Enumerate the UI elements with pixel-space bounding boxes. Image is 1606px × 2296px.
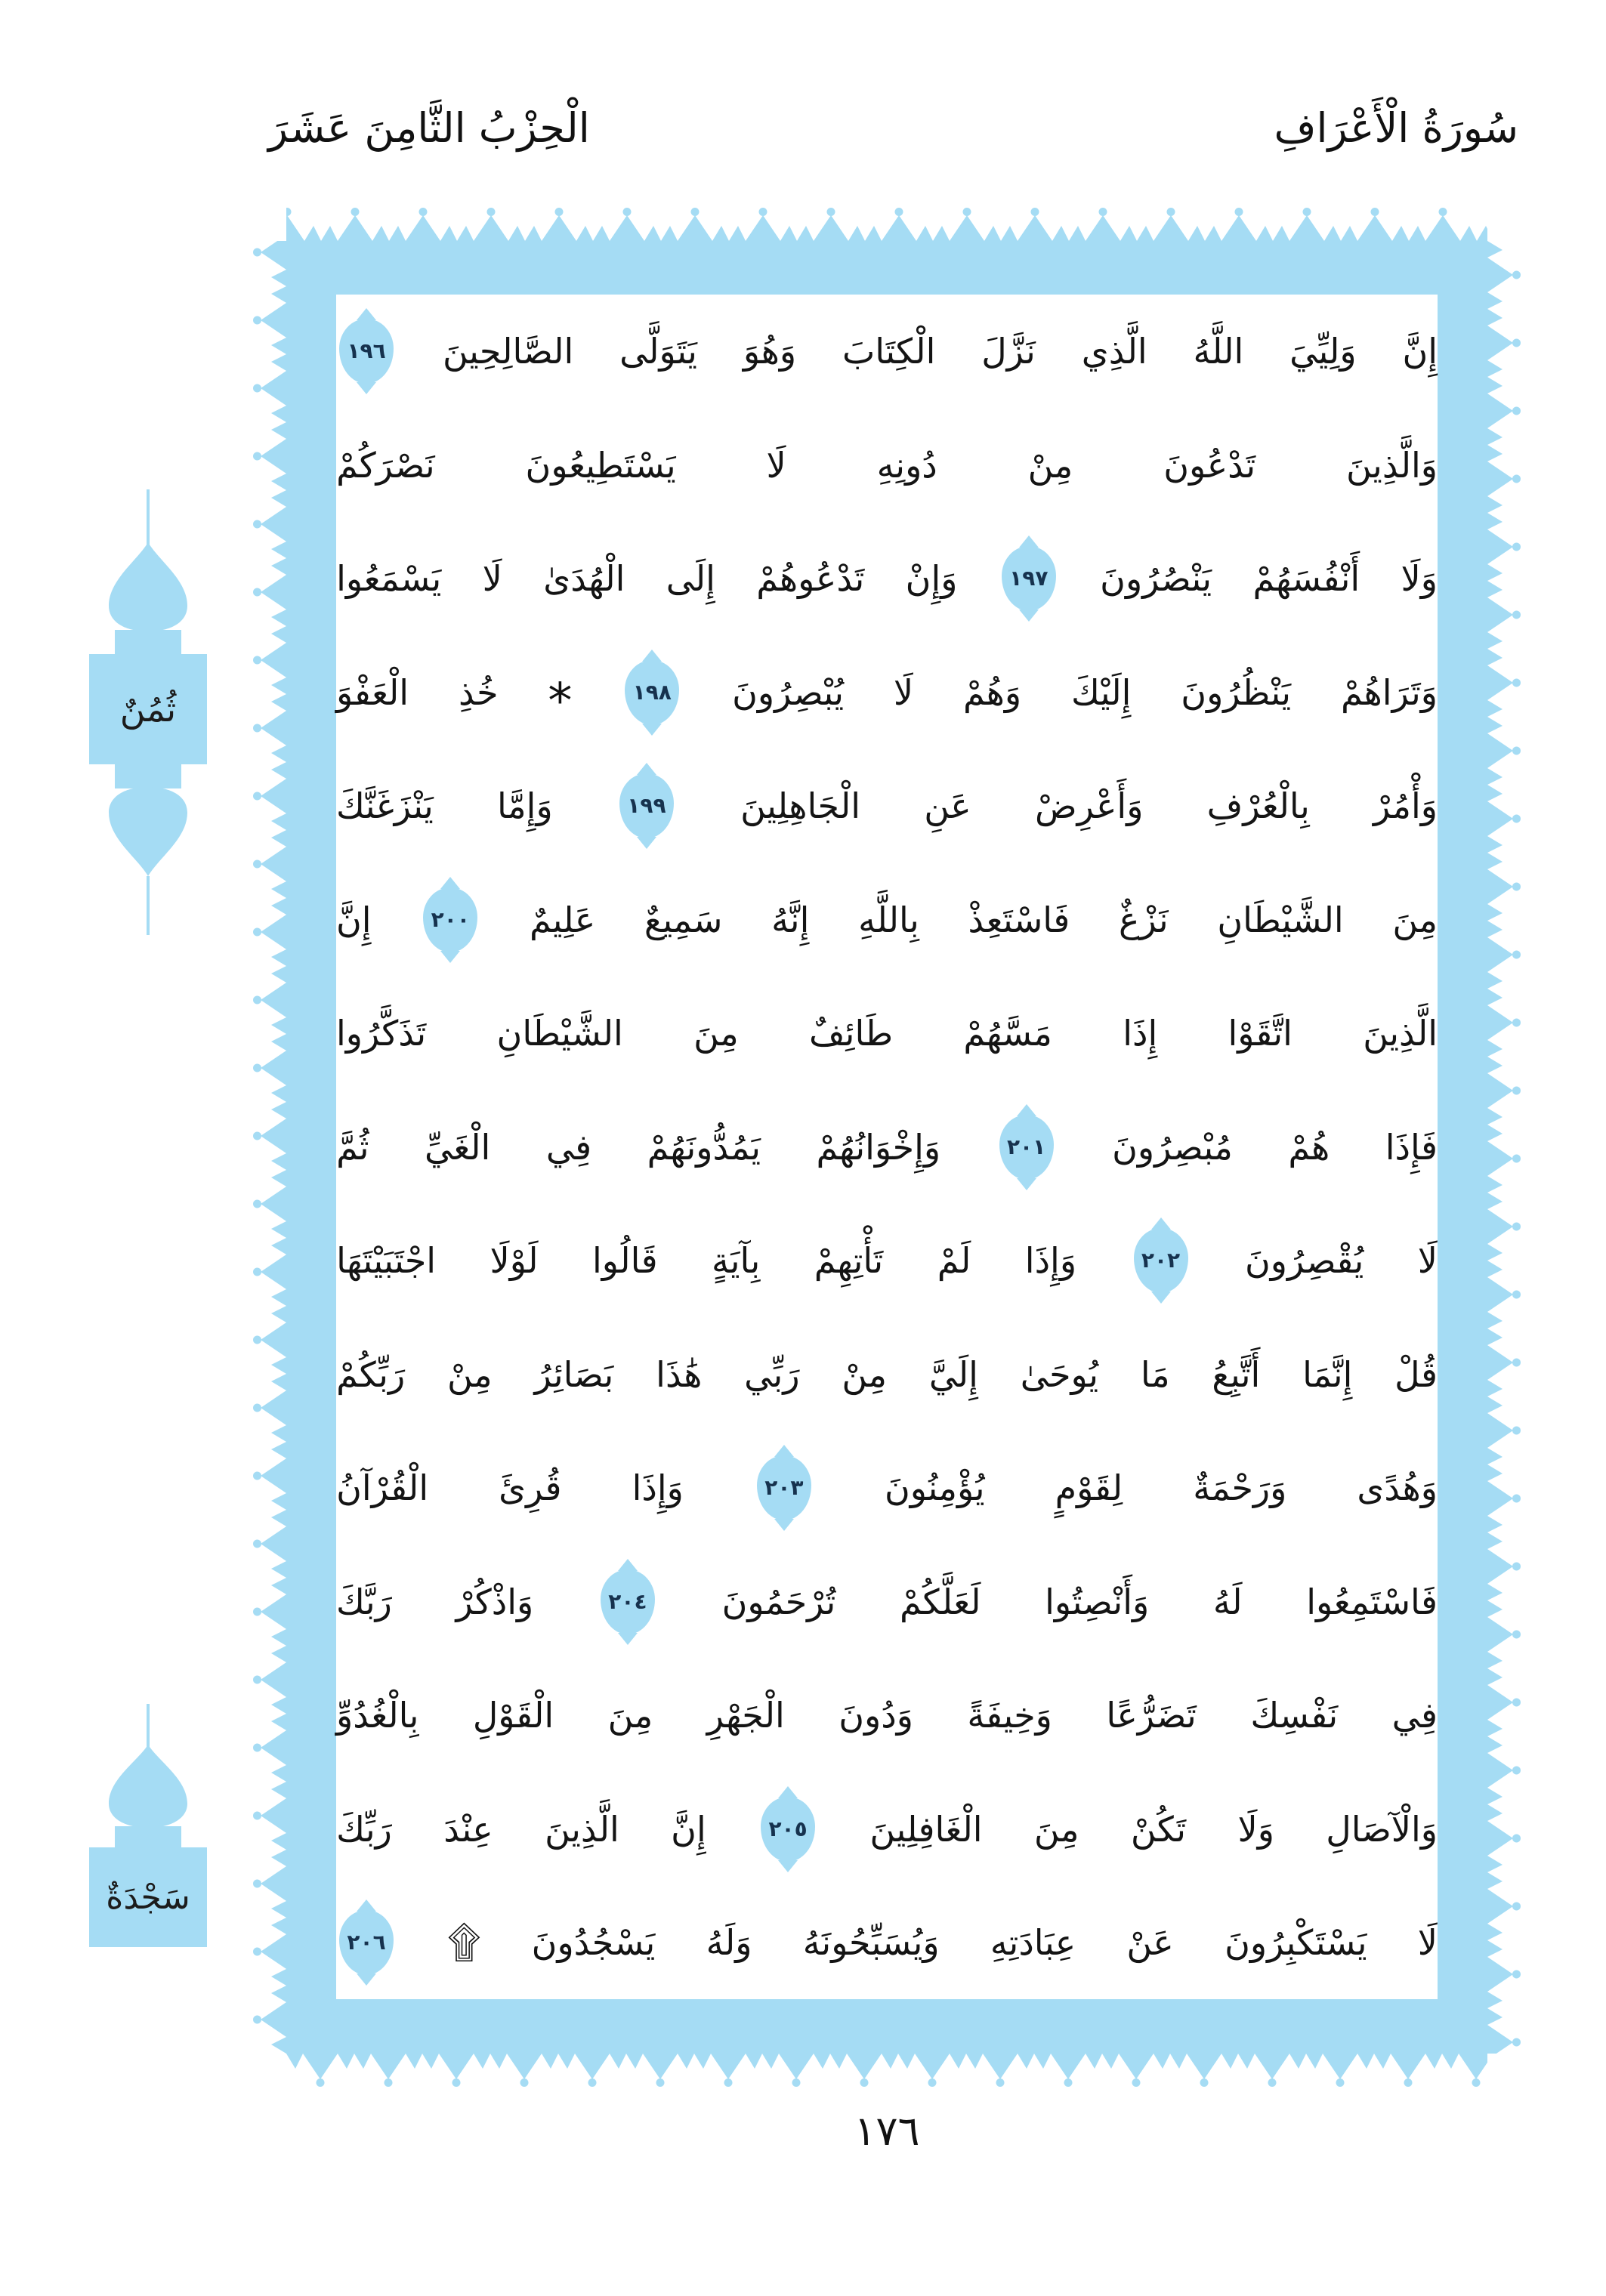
ayah-marker — [619, 773, 674, 838]
quran-word: وَإِمَّا — [497, 785, 553, 827]
quran-word: وَرَحْمَةٌ — [1193, 1467, 1287, 1509]
quran-word: إِلَى — [666, 558, 715, 600]
quran-word: وَإِخْوَانُهُمْ — [816, 1126, 941, 1168]
quran-word: يُقْصِرُونَ — [1244, 1240, 1364, 1282]
quran-word: الصَّالِحِينَ — [442, 331, 574, 372]
quran-word: وَلَا — [1237, 1808, 1274, 1850]
quran-word: إِنَّ — [336, 899, 372, 940]
quran-word: وَإِنْ — [905, 558, 958, 600]
quran-word: بِالْغُدُوِّ — [336, 1695, 419, 1736]
quran-line — [336, 409, 1438, 523]
quran-line — [336, 863, 1438, 977]
quran-word: يَنْزَغَنَّكَ — [336, 785, 434, 827]
quran-word: وَيُسَبِّحُونَهُ — [802, 1922, 940, 1964]
quran-word: يَسْمَعُوا — [336, 558, 442, 600]
ayah-number: ١٩٨ — [632, 679, 672, 705]
quran-word: يَنْصُرُونَ — [1100, 558, 1212, 600]
thumn-label: ثُمُنٌ — [119, 689, 177, 730]
ayah-marker — [757, 1455, 811, 1520]
quran-word: فَاسْتَعِذْ — [968, 899, 1070, 940]
quran-word: يَتَوَلَّى — [619, 331, 697, 372]
sajdah-label: سَجْدَةٌ — [106, 1878, 190, 1917]
quran-word: تَضَرُّعًا — [1106, 1695, 1197, 1736]
quran-word: مَا — [1140, 1353, 1170, 1395]
quran-word: فَإِذَا — [1385, 1126, 1438, 1168]
quran-word: لَعَلَّكُمْ — [900, 1581, 981, 1622]
quran-word: لِقَوْمٍ — [1055, 1467, 1123, 1509]
quran-word: يَسْجُدُونَ — [531, 1922, 656, 1964]
quran-word: عَلِيمٌ — [530, 899, 596, 940]
quran-word: الْغَيِّ — [425, 1126, 491, 1168]
quran-line: وَتَرَاهُمْ يَنْظُرُونَ إِلَيْكَ وَهُمْ لَا يُبْصِرُونَ ١٩٨ * خُذِ الْعَفْوَ — [336, 636, 1438, 750]
quran-word: الْعَفْوَ — [336, 671, 409, 713]
quran-word: لَا — [482, 558, 502, 600]
quran-word: عَنْ — [1126, 1922, 1174, 1964]
quran-word: الْهُدَىٰ — [543, 558, 625, 600]
quran-word: وَهُدًى — [1357, 1467, 1438, 1509]
quran-word: إِنَّهُ — [771, 899, 810, 940]
quran-word: نَزَّلَ — [981, 331, 1036, 372]
quran-word: وَالَّذِينَ — [1346, 444, 1438, 486]
quran-word: مَسَّهُمْ — [963, 1013, 1052, 1054]
ayah-marker — [339, 319, 394, 384]
quran-line — [336, 522, 1438, 636]
ayah-number: ٢٠٥ — [768, 1816, 808, 1841]
quran-word: الَّذِي — [1081, 331, 1147, 372]
quran-word: يَسْتَطِيعُونَ — [525, 444, 676, 486]
quran-word: لَوْلَا — [490, 1240, 539, 1282]
quran-word: تُرْحَمُونَ — [721, 1581, 836, 1622]
quran-word: وَأَعْرِضْ — [1034, 785, 1144, 827]
quran-word: بِاللَّهِ — [858, 899, 919, 940]
quran-word: وَاذْكُرْ — [456, 1581, 534, 1622]
quran-word: تَأْتِهِمْ — [814, 1240, 884, 1282]
ayah-marker — [423, 887, 477, 952]
quran-word: إِنَّمَا — [1302, 1353, 1353, 1395]
quran-word: مُبْصِرُونَ — [1112, 1126, 1233, 1168]
quran-word: وَالْآصَالِ — [1326, 1808, 1438, 1850]
ayah-number: ٢٠١ — [1006, 1134, 1046, 1159]
quran-word: الشَّيْطَانِ — [1217, 899, 1344, 940]
quran-word: الْغَافِلِينَ — [869, 1808, 983, 1850]
quran-word: اتَّقَوْا — [1228, 1013, 1293, 1054]
quran-word: أَتَّبِعُ — [1212, 1353, 1261, 1395]
quran-word: الَّذِينَ — [545, 1808, 619, 1850]
quran-word: وَإِذَا — [632, 1467, 684, 1509]
quran-word: اللَّهُ — [1193, 331, 1244, 372]
quran-word: نَصْرَكُمْ — [336, 444, 435, 486]
quran-word: الْجَاهِلِينَ — [740, 785, 861, 827]
quran-word: لَمْ — [937, 1240, 971, 1282]
quran-line — [336, 1773, 1438, 1887]
ayah-number: ٢٠٤ — [608, 1588, 647, 1614]
quran-text-area — [336, 295, 1438, 2000]
quran-word: وَإِذَا — [1024, 1240, 1077, 1282]
ayah-number: ١٩٦ — [347, 338, 386, 364]
quran-word: وَتَرَاهُمْ — [1340, 671, 1438, 713]
quran-word: هُمْ — [1288, 1126, 1330, 1168]
quran-word: رَبَّكَ — [336, 1581, 392, 1622]
quran-word: تَدْعُونَ — [1163, 444, 1256, 486]
quran-word: لَا — [1417, 1922, 1438, 1964]
page-number: ١٧٦ — [854, 2107, 920, 2155]
quran-word: وَلِيِّيَ — [1289, 331, 1357, 372]
quran-word: الَّذِينَ — [1363, 1013, 1438, 1054]
quran-word: يَنْظُرُونَ — [1181, 671, 1292, 713]
ayah-marker — [1002, 546, 1056, 611]
sajdah-sign-icon: ۩ — [447, 1917, 481, 1969]
quran-line — [336, 749, 1438, 863]
quran-word: عِبَادَتِهِ — [990, 1922, 1076, 1964]
quran-word: مِنَ — [693, 1013, 739, 1054]
ayah-number: ١٩٧ — [1009, 566, 1049, 591]
quran-word: بِآيَةٍ — [712, 1240, 761, 1282]
quran-word: فِي — [545, 1126, 592, 1168]
quran-word: تَكُنْ — [1130, 1808, 1187, 1850]
quran-word: الْجَهْرِ — [706, 1695, 785, 1736]
quran-word: قُرِئَ — [499, 1467, 562, 1509]
quran-word: قُلْ — [1394, 1353, 1438, 1395]
quran-word: يَسْتَكْبِرُونَ — [1225, 1922, 1367, 1964]
quran-word: ثُمَّ — [336, 1126, 369, 1168]
quran-word: الْقُرْآنُ — [336, 1467, 429, 1509]
quran-line — [336, 1659, 1438, 1773]
quran-word: مِنَ — [1392, 899, 1438, 940]
quran-word: اجْتَبَيْتَهَا — [336, 1240, 437, 1282]
quran-word: لَا — [893, 671, 914, 713]
ayah-marker — [1134, 1228, 1188, 1293]
quran-word: قَالُوا — [592, 1240, 658, 1282]
quran-word: أَنْفُسَهُمْ — [1252, 558, 1360, 600]
ayah-number: ٢٠٢ — [1141, 1248, 1181, 1273]
quran-word: وَخِيفَةً — [967, 1695, 1052, 1736]
quran-word: وَهُمْ — [963, 671, 1022, 713]
quran-word: هَٰذَا — [656, 1353, 703, 1395]
quran-word: الشَّيْطَانِ — [496, 1013, 623, 1054]
quran-word: إِلَيَّ — [928, 1353, 978, 1395]
quran-word: دُونِهِ — [876, 444, 937, 486]
quran-word: نَزْغٌ — [1119, 899, 1169, 940]
surah-header: سُورَةُ الْأَعْرَافِ — [1274, 104, 1518, 152]
quran-word: وَهُوَ — [743, 331, 797, 372]
quran-word: وَأْمُرْ — [1373, 785, 1438, 827]
quran-word: إِنَّ — [671, 1808, 706, 1850]
ayah-marker — [601, 1569, 655, 1634]
quran-word: لَا — [766, 444, 786, 486]
ayah-marker — [761, 1797, 815, 1862]
quran-line — [336, 1886, 1438, 2000]
ayah-number: ٢٠٦ — [347, 1930, 386, 1955]
quran-word: مِنْ — [1027, 444, 1073, 486]
quran-line — [336, 1204, 1438, 1318]
quran-word: مِنَ — [607, 1695, 653, 1736]
quran-word: رَبِّكَ — [336, 1808, 392, 1850]
quran-word: إِذَا — [1123, 1013, 1158, 1054]
quran-word: مِنْ — [446, 1353, 493, 1395]
quran-word: لَا — [1417, 1240, 1438, 1282]
quran-line — [336, 1091, 1438, 1205]
quran-word: فَاسْتَمِعُوا — [1306, 1581, 1438, 1622]
quran-word: عَنِ — [924, 785, 971, 827]
ayah-marker — [339, 1910, 394, 1975]
quran-word: مِنْ — [842, 1353, 887, 1395]
quran-word: وَلَا — [1401, 558, 1438, 600]
quran-word: وَدُونَ — [839, 1695, 913, 1736]
quran-word: تَدْعُوهُمْ — [756, 558, 865, 600]
quran-word: طَائِفٌ — [809, 1013, 894, 1054]
quran-line — [336, 1431, 1438, 1545]
quran-word: رَبِّي — [744, 1353, 800, 1395]
hizb-header: الْحِزْبُ الثَّامِنَ عَشَرَ — [268, 104, 590, 152]
quran-line — [336, 977, 1438, 1091]
quran-word: فِي — [1391, 1695, 1438, 1736]
ayah-number: ٢٠٣ — [764, 1475, 804, 1501]
quran-word: يَمُدُّونَهُمْ — [647, 1126, 761, 1168]
quran-word: وَأَنْصِتُوا — [1045, 1581, 1150, 1622]
quran-word: إِلَيْكَ — [1070, 671, 1132, 713]
quran-word: تَذَكَّرُوا — [336, 1013, 427, 1054]
ayah-marker — [999, 1115, 1054, 1180]
quran-word: وَلَهُ — [706, 1922, 752, 1964]
quran-word: عِنْدَ — [443, 1808, 493, 1850]
quran-word: خُذِ — [458, 671, 499, 713]
quran-word: بِالْعُرْفِ — [1206, 785, 1310, 827]
quran-word: الْقَوْلِ — [472, 1695, 554, 1736]
quran-line — [336, 1545, 1438, 1659]
quran-word: الْكِتَابَ — [842, 331, 936, 372]
quran-word: لَهُ — [1212, 1581, 1243, 1622]
quran-line — [336, 295, 1438, 409]
quran-word: بَصَائِرُ — [534, 1353, 614, 1395]
quran-word: يُوحَىٰ — [1020, 1353, 1099, 1395]
quran-word: نَفْسِكَ — [1250, 1695, 1339, 1736]
ayah-number: ٢٠٠ — [431, 906, 470, 932]
quran-word: يُبْصِرُونَ — [732, 671, 845, 713]
quran-word: رَبِّكُمْ — [336, 1353, 406, 1395]
quran-word: مِنَ — [1033, 1808, 1079, 1850]
quran-word: يُؤْمِنُونَ — [884, 1467, 985, 1509]
ayah-marker — [625, 660, 679, 725]
quran-line — [336, 1318, 1438, 1432]
quran-word: سَمِيعٌ — [644, 899, 723, 940]
quran-word: إِنَّ — [1402, 331, 1438, 372]
ayah-number: ١٩٩ — [627, 793, 666, 819]
